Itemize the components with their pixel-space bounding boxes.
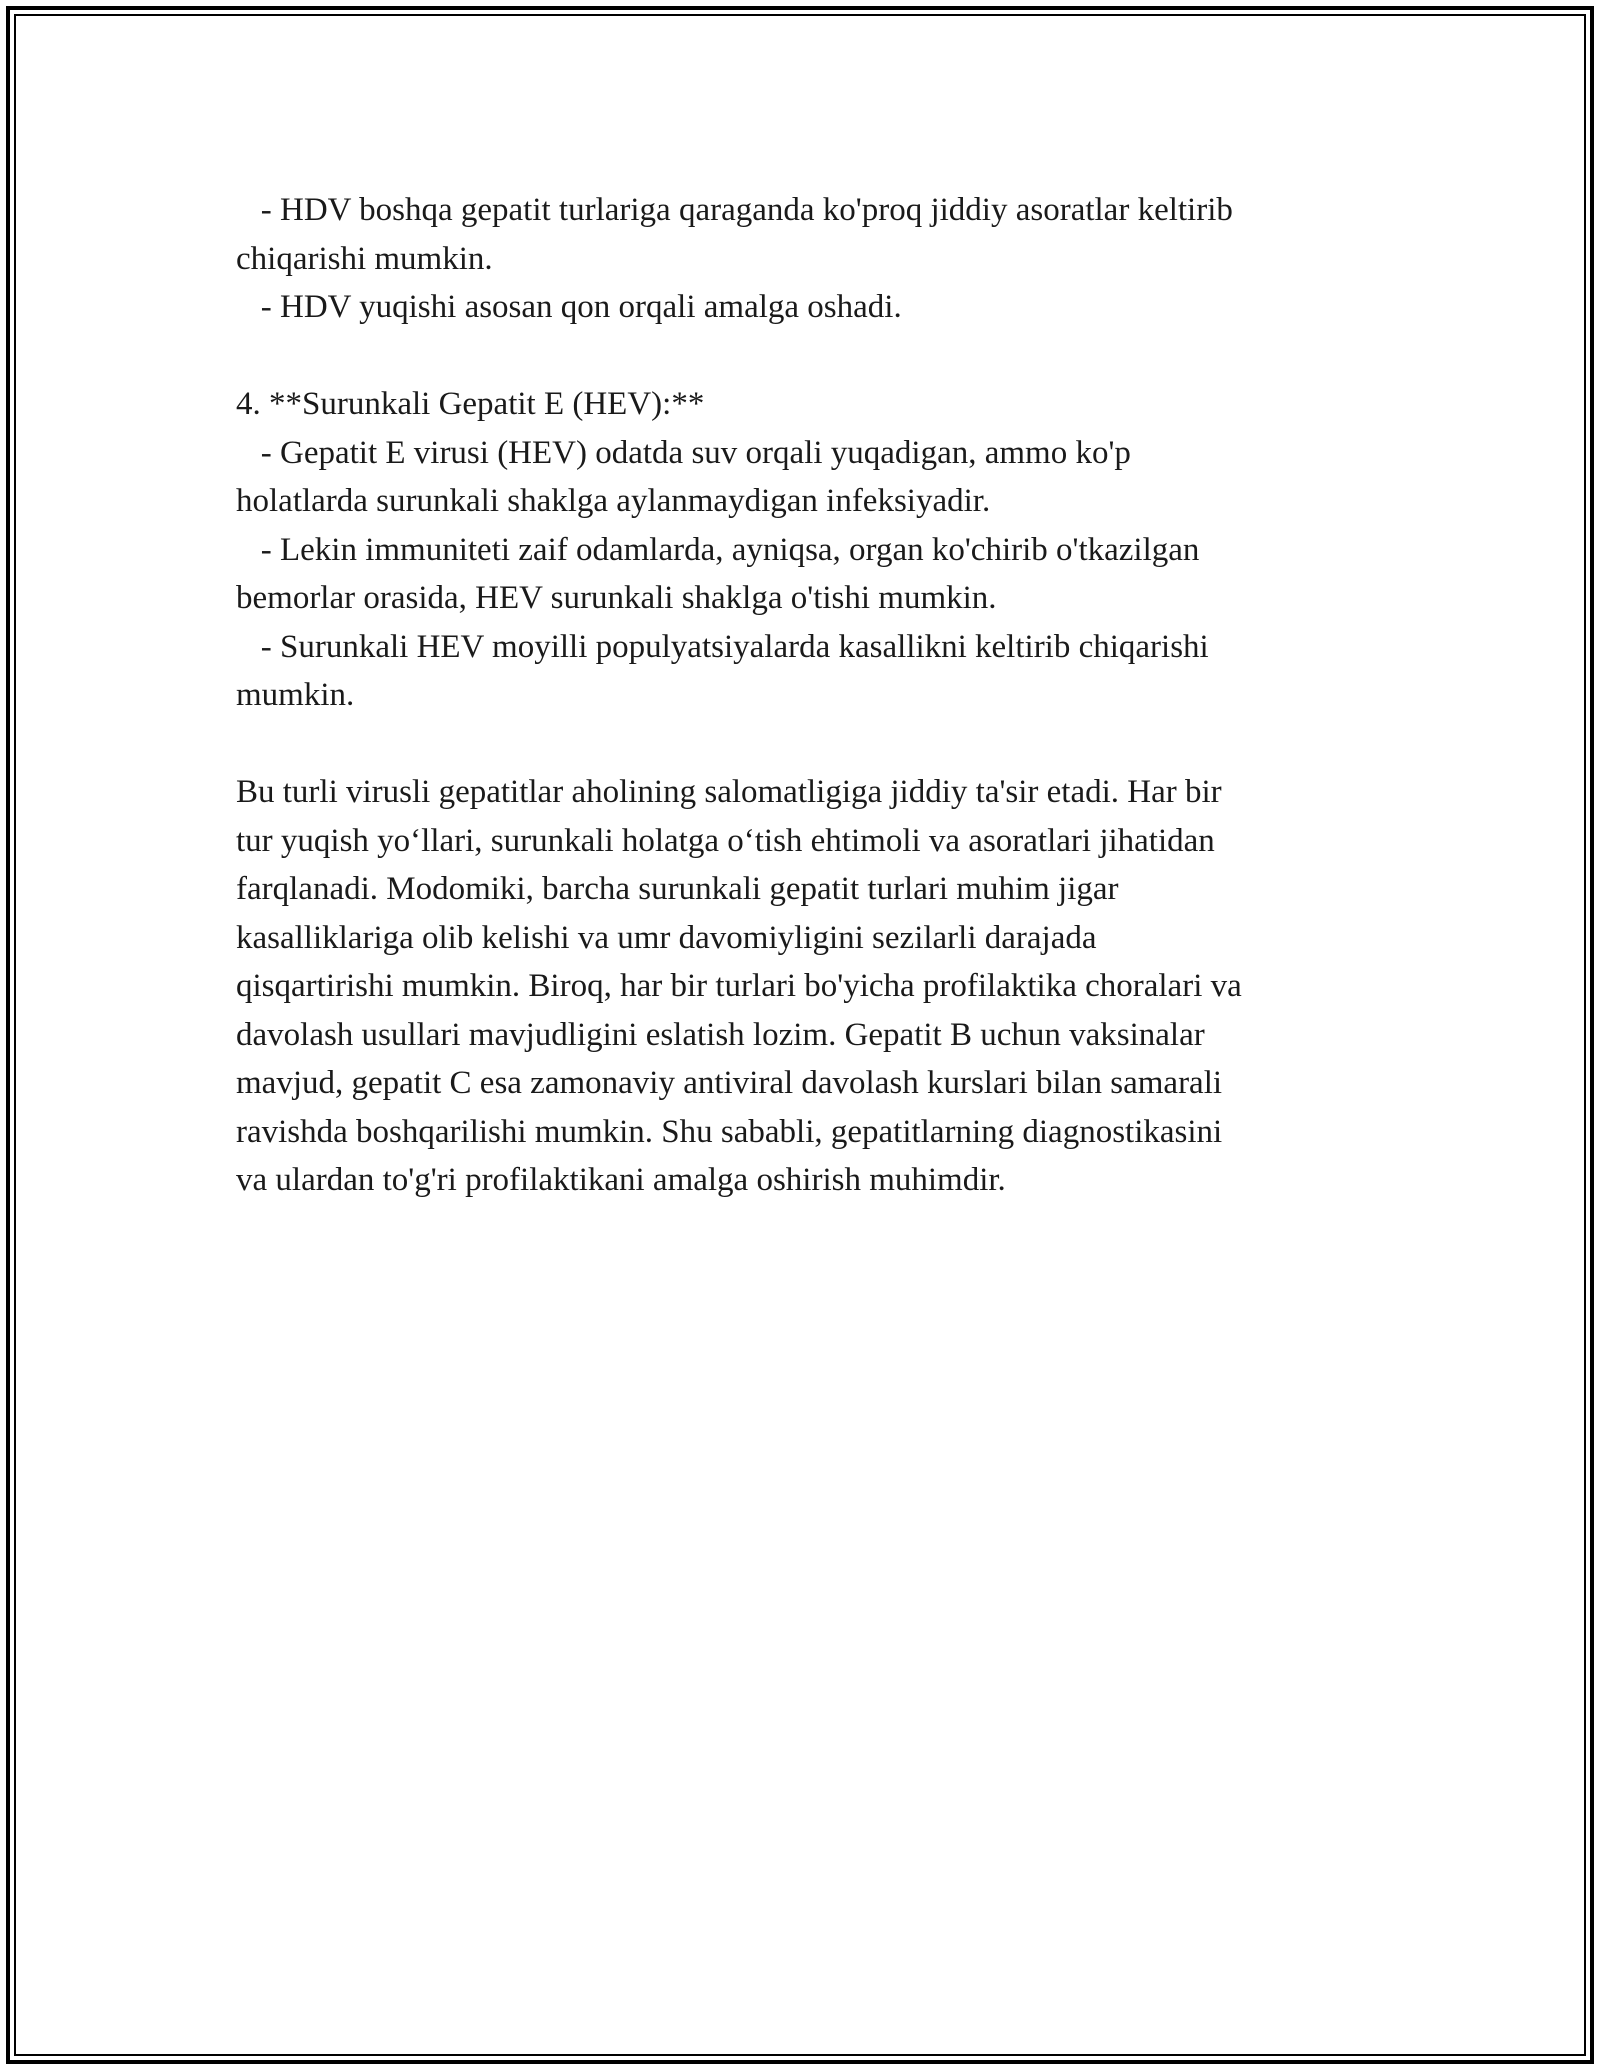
text-line: qisqartirishi mumkin. Biroq, har bir turlari bo'yicha profilaktika choralari va [236, 968, 1242, 1004]
text-line: - Lekin immuniteti zaif odamlarda, ayniqsa, organ ko'chirib o'tkazilgan [236, 531, 1200, 568]
text-line: tur yuqish yo‘llari, surunkali holatga o‘tish ehtimoli va asoratlari jihatidan [236, 822, 1215, 859]
text-line: mavjud, gepatit C esa zamonaviy antiviral davolash kurslari bilan samarali [236, 1065, 1223, 1101]
text-line: holatlarda surunkali shaklga aylanmaydigan infeksiyadir. [236, 483, 991, 519]
paragraph-gap [236, 332, 1366, 381]
text-line: davolash usullari mavjudligini eslatish lozim. Gepatit B uchun vaksinalar [236, 1016, 1205, 1053]
text-line: ravishda boshqarilishi mumkin. Shu sababli, gepatitlarning diagnostikasini [236, 1113, 1223, 1150]
section-heading: 4. **Surunkali Gepatit E (HEV):** [236, 386, 705, 422]
text-line: - Surunkali HEV moyilli populyatsiyalarda kasallikni keltirib chiqarishi [236, 628, 1209, 665]
text-line: kasalliklariga olib kelishi va umr davomiyligini sezilarli darajada [236, 919, 1097, 956]
text-line: mumkin. [236, 677, 355, 713]
text-line: - Gepatit E virusi (HEV) odatda suv orqali yuqadigan, ammo ko'p [236, 434, 1131, 471]
text-line: farqlanadi. Modomiki, barcha surunkali gepatit turlari muhim jigar [236, 871, 1119, 907]
document-body [236, 186, 1366, 1205]
text-line: Bu turli virusli gepatitlar aholining salomatligiga jiddiy ta'sir etadi. Har bir [236, 774, 1222, 810]
text-line: chiqarishi mumkin. [236, 240, 493, 277]
text-line: bemorlar orasida, HEV surunkali shaklga o'tishi mumkin. [236, 580, 997, 616]
text-line: - HDV boshqa gepatit turlariga qaraganda ko'proq jiddiy asoratlar keltirib [236, 192, 1233, 228]
text-line: - HDV yuqishi asosan qon orqali amalga oshadi. [236, 289, 902, 325]
text-line: va ulardan to'g'ri profilaktikani amalga oshirish muhimdir. [236, 1162, 1006, 1198]
paragraph-gap [236, 720, 1366, 769]
